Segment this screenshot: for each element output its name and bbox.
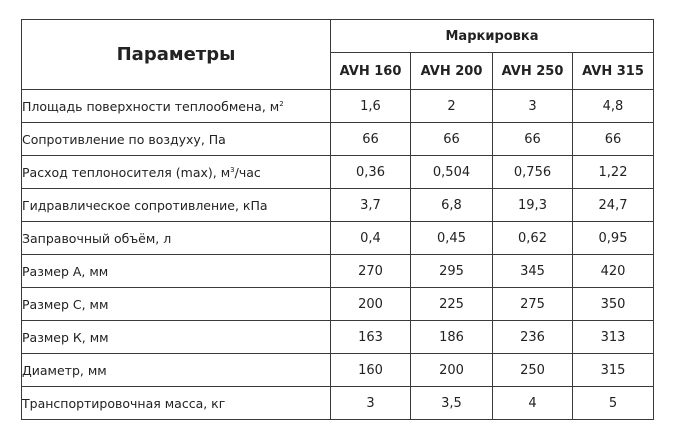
model-header: AVH 160 (331, 53, 411, 90)
parameter-label (22, 321, 331, 354)
parameter-name: Расход теплоносителя (max), м (22, 164, 231, 180)
value-cell: 6,8 (411, 189, 493, 222)
value-cell: 19,3 (493, 189, 573, 222)
value-cell: 250 (493, 354, 573, 387)
parameter-label (22, 354, 331, 387)
parameter-label (22, 90, 331, 123)
value-cell: 225 (411, 288, 493, 321)
parameter-label (22, 387, 331, 420)
value-cell: 236 (493, 321, 573, 354)
value-cell: 1,22 (573, 156, 654, 189)
value-cell: 295 (411, 255, 493, 288)
marking-header: Маркировка (331, 20, 654, 53)
value-cell: 163 (331, 321, 411, 354)
value-cell: 270 (331, 255, 411, 288)
model-header: AVH 200 (411, 53, 493, 90)
parameter-name: Транспортировочная масса, кг (22, 395, 226, 411)
table-body (22, 90, 654, 420)
value-cell: 275 (493, 288, 573, 321)
value-cell: 350 (573, 288, 654, 321)
table-row (22, 189, 654, 222)
value-cell: 313 (573, 321, 654, 354)
value-cell: 0,45 (411, 222, 493, 255)
table-row (22, 288, 654, 321)
value-cell: 420 (573, 255, 654, 288)
table-row (22, 90, 654, 123)
value-cell: 0,36 (331, 156, 411, 189)
parameter-label (22, 156, 331, 189)
unit-suffix: /час (234, 164, 261, 180)
value-cell: 345 (493, 255, 573, 288)
value-cell: 66 (411, 123, 493, 156)
table-row (22, 387, 654, 420)
model-header: AVH 315 (573, 53, 654, 90)
value-cell: 1,6 (331, 90, 411, 123)
value-cell: 160 (331, 354, 411, 387)
table-row (22, 222, 654, 255)
value-cell: 315 (573, 354, 654, 387)
parameter-name: Размер С, мм (22, 296, 109, 312)
parameters-header: Параметры (22, 20, 331, 90)
value-cell: 3 (331, 387, 411, 420)
value-cell: 0,756 (493, 156, 573, 189)
parameter-label (22, 255, 331, 288)
table-row (22, 354, 654, 387)
parameter-name: Гидравлическое сопротивление, кПа (22, 197, 268, 213)
table-row (22, 123, 654, 156)
table-row (22, 255, 654, 288)
specifications-table (21, 19, 654, 420)
parameter-label (22, 288, 331, 321)
value-cell: 4,8 (573, 90, 654, 123)
value-cell: 3 (493, 90, 573, 123)
value-cell: 186 (411, 321, 493, 354)
unit-exponent: 3 (230, 165, 235, 174)
unit-exponent: 2 (279, 99, 284, 108)
parameter-label (22, 189, 331, 222)
value-cell: 0,62 (493, 222, 573, 255)
parameter-name: Сопротивление по воздуху, Па (22, 131, 226, 147)
parameter-name: Диаметр, мм (22, 362, 107, 378)
value-cell: 66 (493, 123, 573, 156)
value-cell: 66 (331, 123, 411, 156)
value-cell: 4 (493, 387, 573, 420)
table-row (22, 156, 654, 189)
parameter-name: Размер А, мм (22, 263, 109, 279)
value-cell: 24,7 (573, 189, 654, 222)
table-row (22, 321, 654, 354)
value-cell: 2 (411, 90, 493, 123)
parameter-name: Размер К, мм (22, 329, 109, 345)
parameter-label (22, 123, 331, 156)
parameter-name: Площадь поверхности теплообмена, м (22, 98, 280, 114)
value-cell: 0,4 (331, 222, 411, 255)
model-header: AVH 250 (493, 53, 573, 90)
parameter-label (22, 222, 331, 255)
value-cell: 200 (331, 288, 411, 321)
value-cell: 3,5 (411, 387, 493, 420)
value-cell: 5 (573, 387, 654, 420)
value-cell: 0,504 (411, 156, 493, 189)
value-cell: 3,7 (331, 189, 411, 222)
parameter-name: Заправочный объём, л (22, 230, 172, 246)
value-cell: 0,95 (573, 222, 654, 255)
value-cell: 66 (573, 123, 654, 156)
value-cell: 200 (411, 354, 493, 387)
